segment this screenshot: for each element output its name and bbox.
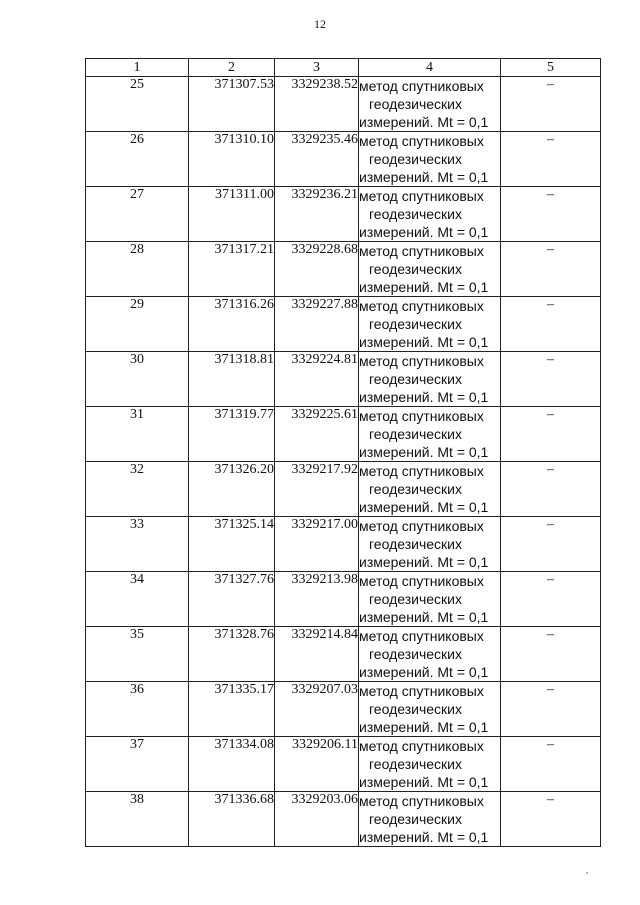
- method-line-3: измерений. Mt = 0,1: [359, 334, 489, 350]
- method-line-3: измерений. Mt = 0,1: [359, 554, 489, 570]
- table-row: [86, 77, 601, 132]
- table-row: [86, 517, 601, 572]
- table-row: [86, 627, 601, 682]
- method-line-2: геодезических: [369, 646, 462, 662]
- note-cell: –: [501, 682, 601, 737]
- method-line-3: измерений. Mt = 0,1: [359, 224, 489, 240]
- method-line-2: геодезических: [369, 591, 462, 607]
- note-cell: –: [501, 132, 601, 187]
- note-cell: –: [501, 297, 601, 352]
- note-cell: –: [501, 242, 601, 297]
- coordinate-x: 371328.76: [189, 627, 275, 682]
- method-line-3: измерений. Mt = 0,1: [359, 279, 489, 295]
- method-line-2: геодезических: [369, 316, 462, 332]
- column-header-5: 5: [501, 59, 601, 77]
- method-line-2: геодезических: [369, 261, 462, 277]
- scan-speck: [586, 872, 588, 874]
- point-number: 35: [86, 627, 189, 682]
- method-line-2: геодезических: [369, 96, 462, 112]
- note-cell: –: [501, 77, 601, 132]
- coordinate-x: 371311.00: [189, 187, 275, 242]
- coordinate-y: 3329217.00: [275, 517, 359, 572]
- note-cell: –: [501, 792, 601, 847]
- method-line-1: метод спутниковых: [359, 793, 484, 809]
- method-line-3: измерений. Mt = 0,1: [359, 114, 489, 130]
- table-row: [86, 407, 601, 462]
- coordinate-x: 371326.20: [189, 462, 275, 517]
- point-number: 29: [86, 297, 189, 352]
- method-line-3: измерений. Mt = 0,1: [359, 499, 489, 515]
- method-cell: [359, 407, 501, 462]
- note-cell: –: [501, 627, 601, 682]
- note-cell: –: [501, 737, 601, 792]
- note-cell: –: [501, 352, 601, 407]
- coordinate-y: 3329238.52: [275, 77, 359, 132]
- method-line-2: геодезических: [369, 701, 462, 717]
- method-line-1: метод спутниковых: [359, 738, 484, 754]
- method-cell: [359, 682, 501, 737]
- note-cell: –: [501, 517, 601, 572]
- coordinate-x: 371327.76: [189, 572, 275, 627]
- coordinate-y: 3329214.84: [275, 627, 359, 682]
- note-cell: –: [501, 187, 601, 242]
- method-cell: [359, 187, 501, 242]
- coordinate-y: 3329225.61: [275, 407, 359, 462]
- method-line-2: геодезических: [369, 811, 462, 827]
- method-line-1: метод спутниковых: [359, 133, 484, 149]
- point-number: 25: [86, 77, 189, 132]
- method-cell: [359, 132, 501, 187]
- method-cell: [359, 242, 501, 297]
- note-cell: –: [501, 407, 601, 462]
- method-cell: [359, 462, 501, 517]
- point-number: 37: [86, 737, 189, 792]
- point-number: 27: [86, 187, 189, 242]
- point-number: 38: [86, 792, 189, 847]
- method-line-1: метод спутниковых: [359, 188, 484, 204]
- coordinate-x: 371307.53: [189, 77, 275, 132]
- coordinates-table: [85, 58, 601, 847]
- method-line-1: метод спутниковых: [359, 243, 484, 259]
- coordinate-x: 371319.77: [189, 407, 275, 462]
- point-number: 32: [86, 462, 189, 517]
- table-row: [86, 572, 601, 627]
- method-line-3: измерений. Mt = 0,1: [359, 169, 489, 185]
- table-row: [86, 187, 601, 242]
- point-number: 34: [86, 572, 189, 627]
- method-cell: [359, 517, 501, 572]
- coordinate-x: 371316.26: [189, 297, 275, 352]
- table-header-row: [86, 59, 601, 77]
- method-line-3: измерений. Mt = 0,1: [359, 664, 489, 680]
- coordinate-x: 371318.81: [189, 352, 275, 407]
- coordinate-y: 3329224.81: [275, 352, 359, 407]
- coordinate-y: 3329228.68: [275, 242, 359, 297]
- coordinate-y: 3329213.98: [275, 572, 359, 627]
- coordinate-y: 3329206.11: [275, 737, 359, 792]
- method-line-2: геодезических: [369, 371, 462, 387]
- point-number: 28: [86, 242, 189, 297]
- point-number: 26: [86, 132, 189, 187]
- table-row: [86, 682, 601, 737]
- point-number: 30: [86, 352, 189, 407]
- coordinate-x: 371335.17: [189, 682, 275, 737]
- point-number: 31: [86, 407, 189, 462]
- coordinate-x: 371317.21: [189, 242, 275, 297]
- method-line-2: геодезических: [369, 151, 462, 167]
- coordinate-y: 3329203.06: [275, 792, 359, 847]
- point-number: 36: [86, 682, 189, 737]
- table-row: [86, 242, 601, 297]
- method-line-1: метод спутниковых: [359, 353, 484, 369]
- coordinate-x: 371336.68: [189, 792, 275, 847]
- column-header-3: 3: [275, 59, 359, 77]
- method-line-3: измерений. Mt = 0,1: [359, 389, 489, 405]
- coordinate-x: 371310.10: [189, 132, 275, 187]
- method-line-3: измерений. Mt = 0,1: [359, 829, 489, 845]
- table-row: [86, 132, 601, 187]
- column-header-4: 4: [359, 59, 501, 77]
- column-header-1: 1: [86, 59, 189, 77]
- table-body: [86, 77, 601, 847]
- method-line-1: метод спутниковых: [359, 78, 484, 94]
- coordinate-y: 3329235.46: [275, 132, 359, 187]
- method-line-1: метод спутниковых: [359, 408, 484, 424]
- method-line-1: метод спутниковых: [359, 463, 484, 479]
- coordinate-y: 3329207.03: [275, 682, 359, 737]
- method-cell: [359, 572, 501, 627]
- coordinate-y: 3329236.21: [275, 187, 359, 242]
- table-row: [86, 352, 601, 407]
- method-line-1: метод спутниковых: [359, 628, 484, 644]
- method-line-1: метод спутниковых: [359, 298, 484, 314]
- method-line-3: измерений. Mt = 0,1: [359, 774, 489, 790]
- method-line-3: измерений. Mt = 0,1: [359, 609, 489, 625]
- table-row: [86, 297, 601, 352]
- coordinate-y: 3329227.88: [275, 297, 359, 352]
- method-line-2: геодезических: [369, 756, 462, 772]
- point-number: 33: [86, 517, 189, 572]
- method-line-1: метод спутниковых: [359, 573, 484, 589]
- method-cell: [359, 792, 501, 847]
- method-cell: [359, 627, 501, 682]
- column-header-2: 2: [189, 59, 275, 77]
- table-row: [86, 462, 601, 517]
- coordinate-y: 3329217.92: [275, 462, 359, 517]
- method-line-1: метод спутниковых: [359, 683, 484, 699]
- method-cell: [359, 737, 501, 792]
- table-row: [86, 792, 601, 847]
- method-cell: [359, 297, 501, 352]
- note-cell: –: [501, 462, 601, 517]
- note-cell: –: [501, 572, 601, 627]
- table-row: [86, 737, 601, 792]
- method-line-2: геодезических: [369, 536, 462, 552]
- method-line-1: метод спутниковых: [359, 518, 484, 534]
- method-line-2: геодезических: [369, 481, 462, 497]
- method-line-2: геодезических: [369, 426, 462, 442]
- coordinate-x: 371325.14: [189, 517, 275, 572]
- method-line-3: измерений. Mt = 0,1: [359, 719, 489, 735]
- method-line-3: измерений. Mt = 0,1: [359, 444, 489, 460]
- method-cell: [359, 77, 501, 132]
- method-line-2: геодезических: [369, 206, 462, 222]
- coordinate-x: 371334.08: [189, 737, 275, 792]
- method-cell: [359, 352, 501, 407]
- page-number: 12: [314, 17, 326, 31]
